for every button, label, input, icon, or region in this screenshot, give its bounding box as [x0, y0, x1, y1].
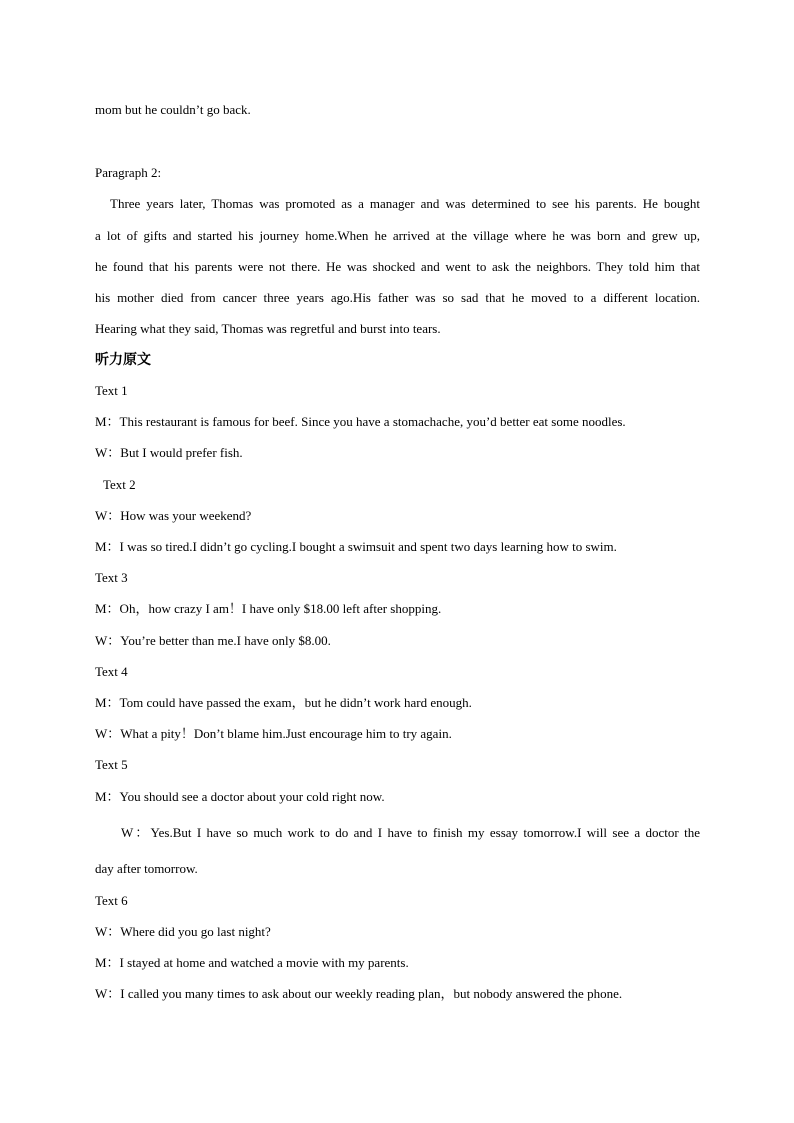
dialogue-line: W：How was your weekend? — [95, 508, 252, 523]
continuation-line: mom but he couldn’t go back. — [95, 102, 251, 117]
dialogue-line: M：I was so tired.I didn’t go cycling.I bought a swimsuit and spent two days learning how to swim. — [95, 539, 617, 554]
dialogue-line: W：Yes.But I have so much work to do and I have to finish my essay tomorrow.I will see a doctor the — [121, 825, 700, 840]
listening-heading: 听力原文 — [95, 352, 151, 368]
paragraph-2-line: he found that his parents were not there. He was shocked and went to ask the neighbors. They told him that — [95, 259, 700, 274]
paragraph-2-line: Three years later, Thomas was promoted as a manager and was determined to see his parents. He bought — [110, 196, 700, 211]
dialogue-line: M：Tom could have passed the exam，but he didn’t work hard enough. — [95, 695, 472, 710]
dialogue-line: M：Oh，how crazy I am！I have only $18.00 left after shopping. — [95, 601, 442, 616]
dialogue-line: M：You should see a doctor about your cold right now. — [95, 789, 385, 804]
dialogue-line: M：This restaurant is famous for beef. Since you have a stomachache, you’d better eat some noodles. — [95, 414, 626, 429]
text-label: Text 6 — [95, 893, 128, 908]
dialogue-line: W：But I would prefer fish. — [95, 445, 243, 460]
paragraph-2-line: Hearing what they said, Thomas was regretful and burst into tears. — [95, 321, 441, 336]
text-label: Text 4 — [95, 664, 128, 679]
dialogue-line: W：What a pity！Don’t blame him.Just encourage him to try again. — [95, 726, 452, 741]
paragraph-2-label: Paragraph 2: — [95, 165, 162, 180]
dialogue-line: W：You’re better than me.I have only $8.00. — [95, 633, 331, 648]
text-label: Text 1 — [95, 383, 128, 398]
dialogue-line: M：I stayed at home and watched a movie with my parents. — [95, 955, 409, 970]
dialogue-line: day after tomorrow. — [95, 861, 198, 876]
paragraph-2-line: his mother died from cancer three years ago.His father was so sad that he moved to a different location. — [95, 290, 700, 305]
paragraph-2-line: a lot of gifts and started his journey home.When he arrived at the village where he was born and grew up, — [95, 228, 700, 243]
text-label: Text 5 — [95, 757, 128, 772]
text-label: Text 2 — [103, 477, 136, 492]
dialogue-line: W：I called you many times to ask about our weekly reading plan，but nobody answered the phone. — [95, 986, 623, 1001]
text-label: Text 3 — [95, 570, 128, 585]
dialogue-line: W：Where did you go last night? — [95, 924, 271, 939]
